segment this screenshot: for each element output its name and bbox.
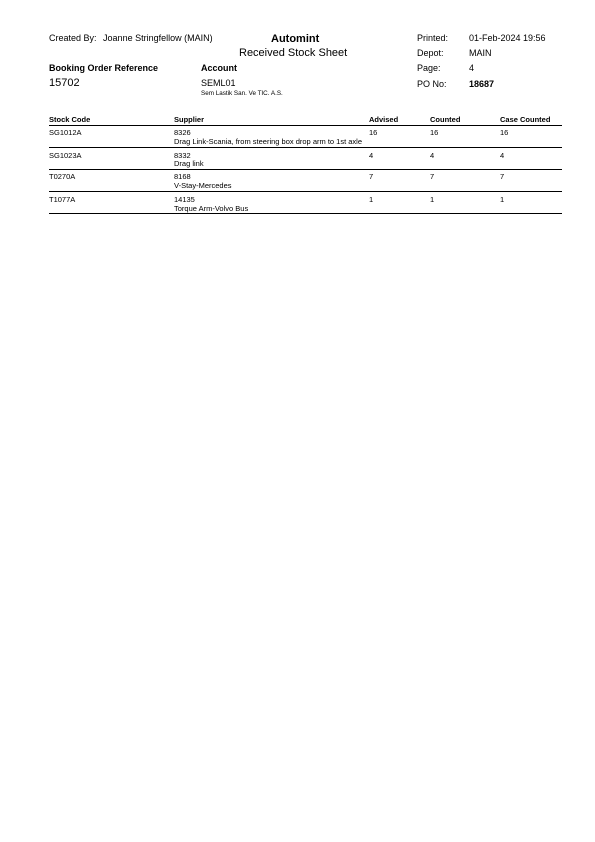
sheet-title: Received Stock Sheet: [239, 47, 348, 59]
advised-qty: 16: [369, 128, 378, 137]
created-by: [49, 33, 213, 43]
stock-code: T0270A: [49, 172, 76, 181]
company-name: Automint: [271, 33, 320, 45]
col-counted: Counted: [430, 115, 461, 124]
depot-value: MAIN: [469, 48, 492, 58]
item-description: V-Stay-Mercedes: [174, 181, 232, 190]
created-by-value: Joanne Stringfellow (MAIN): [103, 33, 213, 43]
po-label: PO No:: [417, 79, 447, 89]
account-code: SEML01: [201, 78, 236, 88]
case-counted-qty: 7: [500, 172, 505, 181]
counted-qty: 1: [430, 195, 435, 204]
booking-value: 15702: [49, 77, 80, 89]
supplier-code: 8326: [174, 128, 191, 137]
col-stock-code: Stock Code: [49, 115, 91, 124]
item-description: Drag Link-Scania, from steering box drop arm to 1st axle: [174, 137, 363, 146]
booking-label: Booking Order Reference: [49, 63, 159, 73]
case-counted-qty: 4: [500, 151, 505, 160]
printed-value: 01-Feb-2024 19:56: [469, 33, 546, 43]
po-value: 18687: [469, 79, 495, 89]
page-label: Page:: [417, 63, 441, 73]
item-description: Drag link: [174, 159, 204, 168]
advised-qty: 1: [369, 195, 374, 204]
col-advised: Advised: [369, 115, 399, 124]
stock-code: T1077A: [49, 195, 76, 204]
printed-label: Printed:: [417, 33, 449, 43]
counted-qty: 16: [430, 128, 439, 137]
col-case-counted: Case Counted: [500, 115, 551, 124]
case-counted-qty: 1: [500, 195, 505, 204]
account-label: Account: [201, 63, 237, 73]
supplier-code: 14135: [174, 195, 195, 204]
page-value: 4: [469, 63, 475, 73]
account-name: Sem Lastik San. Ve TIC. A.S.: [201, 90, 283, 97]
col-supplier: Supplier: [174, 115, 205, 124]
advised-qty: 7: [369, 172, 374, 181]
stock-code: SG1012A: [49, 128, 82, 137]
stock-code: SG1023A: [49, 151, 82, 160]
item-description: Torque Arm-Volvo Bus: [174, 204, 249, 213]
row-divider: [49, 147, 562, 148]
created-by-label: Created By:: [49, 33, 97, 43]
header-divider: [49, 125, 562, 126]
row-divider: [49, 191, 562, 192]
counted-qty: 4: [430, 151, 435, 160]
row-divider: [49, 213, 562, 214]
case-counted-qty: 16: [500, 128, 509, 137]
advised-qty: 4: [369, 151, 374, 160]
counted-qty: 7: [430, 172, 435, 181]
row-divider: [49, 169, 562, 170]
depot-label: Depot:: [417, 48, 444, 58]
supplier-code: 8168: [174, 172, 191, 181]
supplier-code: 8332: [174, 151, 191, 160]
